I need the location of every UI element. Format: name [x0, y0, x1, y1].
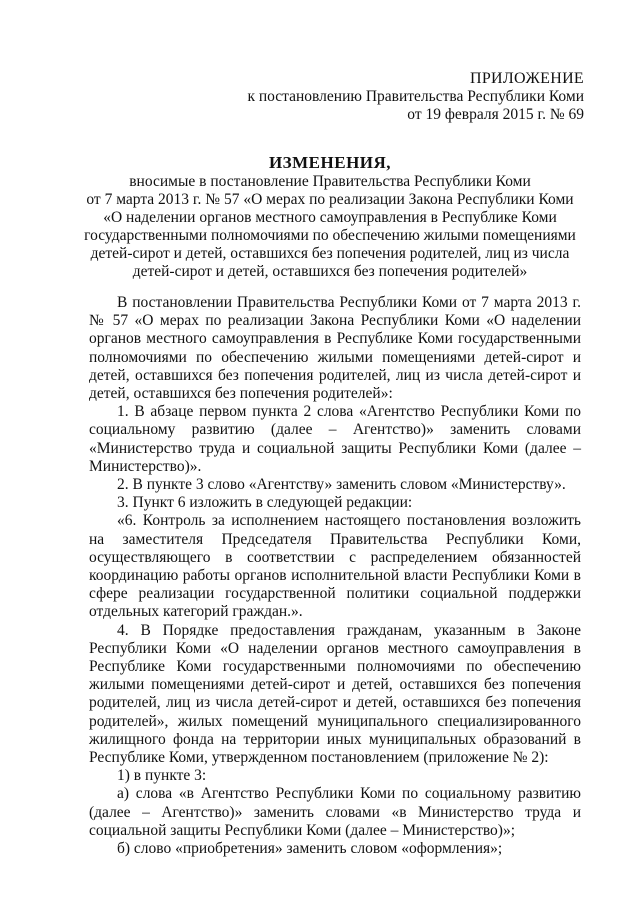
body-paragraph: «6. Контроль за исполнением настоящего постановления возложить на заместителя Председателя Правительства Республики Коми, осуществляющего в соответствии с распределением обязанностей координацию работы органов исполнительной власти Республики Коми в сфере реализации государственной политики социальной поддержки отдельных категорий граждан.».: [89, 512, 581, 621]
body-paragraph: В постановлении Правительства Республики Коми от 7 марта 2013 г. № 57 «О мерах по реализации Закона Республики Коми «О наделении органов местного самоуправления в Республике Коми государственными полномочиями по обеспечению жилыми помещениями детей-сирот и детей, оставшихся без попечения родителей, лиц из числа детей-сирот и детей, оставшихся без попечения родителей»:: [89, 294, 581, 403]
heading-line: детей-сирот и детей, оставшихся без попечения родителей, лиц из числа: [90, 245, 570, 262]
document-heading: [60, 154, 600, 281]
appendix-line: к постановлению Правительства Республики Коми: [247, 88, 584, 105]
heading-line: от 7 марта 2013 г. № 57 «О мерах по реализации Закона Республики Коми: [86, 191, 574, 208]
body-paragraph: а) слова «в Агентство Республики Коми по социальному развитию (далее – Агентство)» заменить словами «в Министерство труда и социальной защиты Республики Коми (далее – Министерство)»;: [89, 785, 581, 839]
appendix-header: [247, 70, 584, 124]
body-paragraph: 1. В абзаце первом пункта 2 слова «Агентство Республики Коми по социальному развитию (далее – Агентство)» заменить словами «Министерство труда и социальной защиты Республики Коми (далее – Министерство)».: [89, 403, 581, 475]
appendix-title: ПРИЛОЖЕНИЕ: [469, 70, 584, 87]
body-paragraph: 4. В Порядке предоставления гражданам, указанным в Законе Республики Коми «О наделении органов местного самоуправления в Республике Коми государственными полномочиями по обеспечению жилыми помещениями детей-сирот и детей, оставшихся без попечения родителей, лиц из числа детей-сирот и детей, оставшихся без попечения родителей», жилых помещений муниципального специализированного жилищного фонда на территории иных муниципальных образований в Республике Коми, утвержденном постановлением (приложение № 2):: [89, 621, 581, 767]
body-paragraph: 2. В пункте 3 слово «Агентству» заменить словом «Министерству».: [117, 476, 566, 494]
heading-line: детей-сирот и детей, оставшихся без попечения родителей»: [132, 263, 528, 280]
body-paragraph: 3. Пункт 6 изложить в следующей редакции:: [117, 494, 413, 512]
heading-title: ИЗМЕНЕНИЯ,: [268, 153, 392, 172]
heading-line: вносимые в постановление Правительства Республики Коми: [129, 173, 531, 190]
appendix-line: от 19 февраля 2015 г. № 69: [407, 106, 584, 123]
heading-line: государственными полномочиями по обеспечению жилыми помещениями: [84, 227, 576, 244]
heading-line: «О наделении органов местного самоуправления в Республике Коми: [103, 209, 557, 226]
body-paragraph: 1) в пункте 3:: [117, 767, 207, 785]
document-body: [89, 294, 581, 858]
body-paragraph: б) слово «приобретения» заменить словом «оформления»;: [117, 840, 503, 858]
